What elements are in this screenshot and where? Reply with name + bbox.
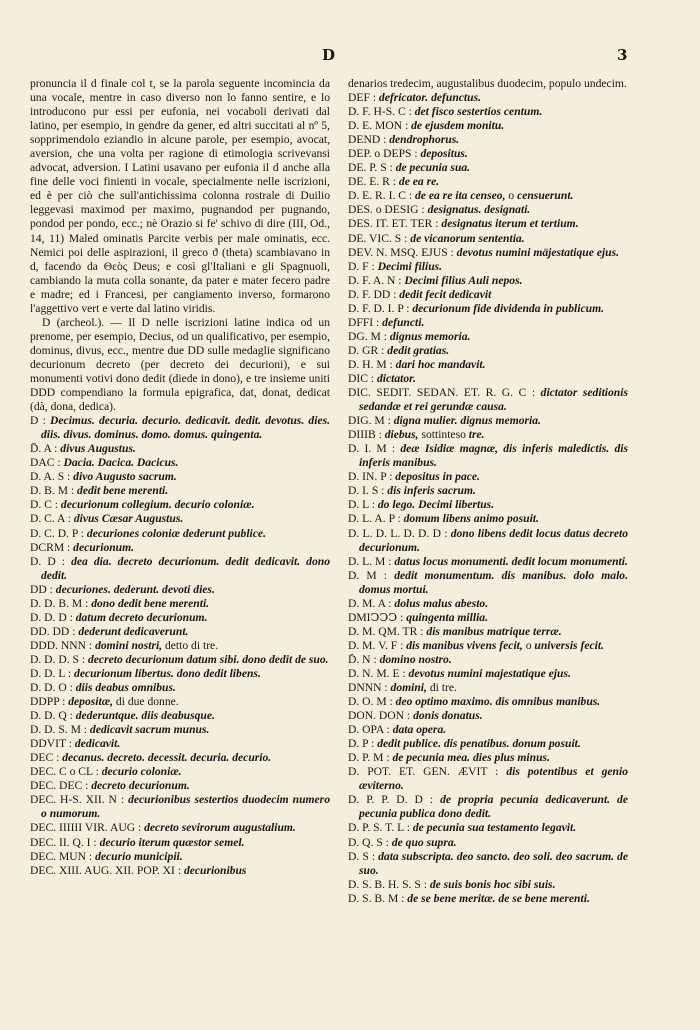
abbreviation-entry — [348, 723, 628, 737]
entry-abbreviation: D. F. DD : — [348, 287, 400, 301]
abbreviation-entry — [348, 260, 628, 274]
archeol-paragraph: D (archeol.). — Il D nelle iscrizioni latine indica od un prenome, per esempio, Decius, od un qualificativo, per esempio, dominus, divus, ecc., mentre due DD sulle medaglie significano decurionum decreto (per decreto dei decurioni), e sui monumenti votivi dono dedit (diede in dono), e tre insieme uniti DDD compendiano la formula epigrafica, dat, donat, dedicat (dà, dona, dedica). — [30, 315, 330, 414]
abbreviation-entry — [30, 611, 330, 625]
abbreviation-entry — [348, 442, 628, 470]
entry-abbreviation: D. I. S : — [348, 484, 388, 498]
entry-expansion: decreto decurionum datum sibi. dono dedit de suo. — [87, 652, 329, 666]
abbreviation-entry — [30, 695, 330, 709]
entry-abbreviation: D. N. M. E : — [348, 666, 409, 680]
entry-abbreviation: DIG. M : — [348, 414, 394, 428]
abbreviation-entry — [348, 288, 628, 302]
abbreviation-entry — [348, 611, 628, 625]
entry-abbreviation: DIC. SEDIT. SEDAN. ET. R. G. C : — [348, 386, 541, 400]
entry-abbreviation: DES. IT. ET. TER : — [348, 217, 442, 231]
abbreviation-entry — [30, 512, 330, 526]
abbreviation-entry — [30, 639, 330, 653]
abbreviation-entry — [30, 737, 330, 751]
entry-expansion: devotus numini majestatique ejus. — [408, 666, 571, 680]
abbreviation-entry — [348, 695, 628, 709]
entry-abbreviation: DEC. DEC : — [30, 779, 92, 793]
entry-abbreviation: D. C : — [30, 498, 61, 512]
entry-expansion: designatus. designati. — [427, 203, 531, 217]
entry-expansion: Decimus. decuria. decurio. dedicavit. dedit. devotus. dies. diis. divus. dominus. domo. domus. quingenta. — [41, 414, 331, 442]
abbreviation-entry — [348, 653, 628, 667]
abbreviation-entry — [348, 821, 628, 835]
entry-expansion: divo Augusto sacrum. — [73, 470, 177, 484]
entry-expansion: donis donatus. — [413, 709, 483, 723]
entry-abbreviation: D. IN. P : — [348, 470, 396, 484]
entry-abbreviation: D. F : — [348, 259, 378, 273]
entry-abbreviation: D. P : — [348, 737, 378, 751]
abbreviation-entry — [348, 765, 628, 793]
entry-abbreviation: DEP. o DEPS : — [348, 147, 421, 161]
entry-abbreviation: DE. E. R : — [348, 175, 399, 189]
entry-expansion: decurionum. — [73, 540, 135, 554]
right-column — [348, 77, 628, 906]
entry-abbreviation: D. E. MON : — [348, 119, 412, 133]
abbreviation-entry — [30, 597, 330, 611]
entry-abbreviation: D. L. A. P : — [348, 512, 404, 526]
right-entry-list — [348, 91, 628, 906]
entry-expansion: de quo supra. — [391, 835, 457, 849]
entry-abbreviation: D. OPA : — [348, 723, 393, 737]
abbreviation-entry — [30, 751, 330, 765]
entry-expansion: de vicanorum sententia. — [410, 231, 525, 245]
entry-abbreviation: DD : — [30, 582, 56, 596]
entry-expansion: decurionum fide dividenda in publicum. — [412, 301, 604, 315]
entry-expansion: dis manibus matrique terræ. — [426, 624, 562, 638]
entry-expansion: depositus. — [420, 147, 468, 161]
abbreviation-entry — [348, 737, 628, 751]
entry-expansion: universis fecit. — [534, 638, 604, 652]
entry-expansion: divus Cæsar Augustus. — [73, 512, 184, 526]
abbreviation-entry — [348, 302, 628, 316]
entry-abbreviation: DDD. NNN : — [30, 638, 96, 652]
entry-abbreviation: DNNN : — [348, 681, 391, 695]
entry-abbreviation: D. M. V. F : — [348, 638, 407, 652]
entry-expansion: dedit fecit dedicavit — [399, 287, 492, 301]
entry-abbreviation: D. P. M : — [348, 751, 393, 765]
abbreviation-entry — [30, 625, 330, 639]
entry-expansion: dolus malus abesto. — [394, 596, 489, 610]
entry-expansion: dono libens dedit locus datus decreto decurionum. — [359, 526, 628, 554]
abbreviation-entry — [348, 625, 628, 639]
entry-abbreviation: DEND : — [348, 133, 390, 147]
abbreviation-entry — [30, 470, 330, 484]
entry-abbreviation: D. S. B. M : — [348, 891, 408, 905]
entry-abbreviation: DFFI : — [348, 315, 383, 329]
entry-expansion: domini, — [390, 681, 427, 695]
entry-abbreviation: D. D. Q : — [30, 709, 76, 723]
entry-note: o — [522, 638, 535, 652]
entry-abbreviation: D̄. A : — [30, 442, 61, 456]
entry-expansion: de pecunia sua. — [395, 161, 471, 175]
entry-expansion: de propria pecunia dedicaverunt. de pecunia publica dono dedit. — [359, 793, 628, 821]
entry-abbreviation: DDVIT : — [30, 737, 75, 751]
entry-abbreviation: D. D. D : — [30, 610, 76, 624]
entry-expansion: dedicavit. — [74, 737, 121, 751]
entry-abbreviation: D. L : — [348, 498, 378, 512]
abbreviation-entry — [30, 709, 330, 723]
entry-expansion: de pecunia mea. dies plus minus. — [392, 751, 550, 765]
entry-abbreviation: D. F. A. N : — [348, 273, 405, 287]
left-column — [30, 77, 330, 878]
abbreviation-entry — [30, 583, 330, 597]
entry-expansion: dono dedit bene merenti. — [91, 596, 210, 610]
entry-abbreviation: D. D. L : — [30, 666, 75, 680]
entry-abbreviation: DDPP : — [30, 695, 69, 709]
entry-abbreviation: DG. M : — [348, 329, 390, 343]
entry-abbreviation: D. S : — [348, 849, 379, 863]
entry-abbreviation: D. P. P. D. D : — [348, 793, 441, 807]
entry-expansion: diis deabus omnibus. — [75, 681, 176, 695]
abbreviation-entry — [348, 105, 628, 119]
entry-expansion: depositus in pace. — [395, 470, 480, 484]
entry-expansion: de se bene meritæ. de se bene merenti. — [407, 891, 590, 905]
entry-expansion: dederunt dedicaverunt. — [78, 624, 189, 638]
page-letter: D — [322, 46, 336, 64]
entry-expansion: de ea re. — [398, 175, 440, 189]
entry-abbreviation: D. F. D. I. P : — [348, 301, 413, 315]
entry-abbreviation: D. D. S. M : — [30, 723, 90, 737]
entry-expansion: de ea re ita censeo, — [415, 189, 506, 203]
abbreviation-entry — [348, 203, 628, 217]
entry-abbreviation: D. E. R. I. C : — [348, 189, 415, 203]
entry-expansion: de ejusdem monitu. — [411, 119, 505, 133]
entry-expansion: Decimi filius Auli nepos. — [404, 273, 523, 287]
abbreviation-entry — [348, 330, 628, 344]
entry-expansion: dis inferis sacrum. — [387, 484, 476, 498]
entry-abbreviation: DCRM : — [30, 540, 74, 554]
abbreviation-entry — [348, 246, 628, 260]
abbreviation-entry — [348, 428, 628, 442]
entry-expansion: domino nostro. — [379, 652, 452, 666]
abbreviation-entry — [30, 850, 330, 864]
entry-expansion: dictator seditionis sedandæ et rei gerundæ causa. — [359, 386, 628, 414]
entry-expansion: dictator. — [376, 371, 416, 385]
entry-expansion: designatus iterum et tertium. — [441, 217, 579, 231]
abbreviation-entry — [30, 527, 330, 541]
abbreviation-entry — [30, 442, 330, 456]
abbreviation-entry — [348, 358, 628, 372]
abbreviation-entry — [30, 653, 330, 667]
entry-expansion: decanus. decreto. decessit. decuria. decurio. — [62, 751, 272, 765]
entry-abbreviation: DON. DON : — [348, 709, 414, 723]
entry-abbreviation: D. O. M : — [348, 695, 396, 709]
entry-expansion: dea dia. decreto decurionum. dedit dedicavit. dono dedit. — [41, 554, 330, 582]
abbreviation-entry — [30, 498, 330, 512]
abbreviation-entry — [30, 765, 330, 779]
continuation-paragraph: denarios tredecim, augustalibus duodecim, populo undecim. — [348, 77, 627, 90]
entry-abbreviation: D : — [30, 414, 51, 428]
entry-abbreviation: D. C. D. P : — [30, 526, 87, 540]
abbreviation-entry — [348, 555, 628, 569]
entry-expansion: digna mulier. dignus memoria. — [393, 414, 541, 428]
abbreviation-entry — [348, 527, 628, 555]
abbreviation-entry — [348, 751, 628, 765]
entry-abbreviation: D. Q. S : — [348, 835, 392, 849]
entry-expansion: dignus memoria. — [389, 329, 471, 343]
entry-abbreviation: D. D. D. S : — [30, 652, 88, 666]
entry-expansion: dis potentibus et genio æviterno. — [359, 765, 628, 793]
entry-expansion: depositæ, — [68, 695, 113, 709]
entry-expansion: decreto decurionum. — [91, 779, 190, 793]
entry-abbreviation: DEC. II. Q. I : — [30, 835, 100, 849]
entry-expansion: Dacia. Dacica. Dacicus. — [63, 456, 179, 470]
abbreviation-entry — [348, 189, 628, 203]
entry-abbreviation: D. I. M : — [348, 442, 401, 456]
entry-expansion: tre. — [468, 428, 485, 442]
entry-expansion: dendrophorus. — [389, 133, 460, 147]
entry-abbreviation: D. L. M : — [348, 554, 395, 568]
entry-abbreviation: D. B. M : — [30, 484, 78, 498]
entry-expansion: quingenta millia. — [406, 610, 489, 624]
abbreviation-entry — [348, 91, 628, 105]
abbreviation-entry — [348, 569, 628, 597]
entry-abbreviation: DEC : — [30, 751, 63, 765]
abbreviation-entry — [30, 836, 330, 850]
entry-abbreviation: DEC. IIIIII VIR. AUG : — [30, 821, 145, 835]
abbreviation-entry — [30, 793, 330, 821]
entry-abbreviation: DEC. C o CL : — [30, 765, 102, 779]
abbreviation-entry — [348, 878, 628, 892]
entry-expansion: dedicavit sacrum munus. — [89, 723, 210, 737]
entry-expansion: dedit bene merenti. — [77, 484, 169, 498]
entry-abbreviation: D. POT. ET. GEN. ÆVIT : — [348, 765, 507, 779]
entry-expansion: diebus, — [384, 428, 419, 442]
abbreviation-entry — [348, 681, 628, 695]
entry-abbreviation: D. D. B. M : — [30, 596, 92, 610]
abbreviation-entry — [348, 484, 628, 498]
entry-abbreviation: D. D : — [30, 554, 72, 568]
abbreviation-entry — [348, 470, 628, 484]
intro-paragraph: pronuncia il d finale col t, se la parola seguente incomincia da una vocale, mentre in caso diverso non lo fanno sentire, e lo introducono pur essi per eufonia, nei vocaboli derivati dal latino, per esempio, in gendre da gener, ed altri succitati al nº 5, sopprimendolo eziandio in alcune parole, per esempio, avocat, aversion, che una volta per ragione di etimologia scrivevansi advocat, adversion. I Latini usavano per eufonia il d anche alla fine delle voci finienti in vocale, specialmente nelle iscrizioni, ed è per ciò che sull'antichissima colonna rostrale di Duilio leggevasi maximod per maximo, pugnandod per pugnando, pondod per pondo, ecc.; nè Orazio si fe' schivo di dire (III, Od., 14, 11) Maled ominatis Parcite verbis per male ominatis, ecc. Nemici poi delle aspirazioni, il greco ϑ (theta) scambiavano in d, facendo da Θεὸς Deus; e così gl'Italiani e gli Spagnuoli, cambiando la muta colla sonante, da pater e mater fecero padre e madre; ed i Francesi, per cangiamento inverso, formarono l'aggettivo vert e verte dal latino viridis. — [30, 77, 330, 315]
entry-abbreviation: D. F. H-S. C : — [348, 105, 415, 119]
abbreviation-entry — [348, 850, 628, 878]
entry-expansion: defuncti. — [382, 315, 425, 329]
entry-expansion: decurio municipii. — [95, 849, 183, 863]
abbreviation-entry — [30, 864, 330, 878]
abbreviation-entry — [348, 316, 628, 330]
entry-expansion: Decimi filius. — [377, 259, 443, 273]
entry-abbreviation: DEF : — [348, 91, 379, 105]
entry-expansion: de suis bonis hoc sibi suis. — [429, 877, 556, 891]
entry-expansion: decurionum libertus. dono dedit libens. — [74, 666, 261, 680]
abbreviation-entry — [348, 793, 628, 821]
entry-abbreviation: DD. DD : — [30, 624, 79, 638]
entry-note: di due donne. — [113, 695, 179, 709]
entry-expansion: de pecunia sua testamento legavit. — [412, 821, 577, 835]
entry-abbreviation: DEV. N. MSQ. EJUS : — [348, 245, 457, 259]
entry-abbreviation: D. C. A : — [30, 512, 74, 526]
abbreviation-entry — [30, 821, 330, 835]
entry-expansion: datus locus monumenti. dedit locum monumenti. — [394, 554, 628, 568]
entry-expansion: dedit publice. dis penatibus. donum posuit. — [377, 737, 581, 751]
abbreviation-entry — [30, 456, 330, 470]
abbreviation-entry — [30, 667, 330, 681]
abbreviation-entry — [348, 217, 628, 231]
abbreviation-entry — [348, 836, 628, 850]
entry-expansion: censuerunt. — [517, 189, 574, 203]
entry-expansion: data opera. — [392, 723, 447, 737]
entry-abbreviation: DE. VIC. S : — [348, 231, 411, 245]
page-number: 3 — [617, 46, 628, 64]
entry-abbreviation: D. M. A : — [348, 596, 395, 610]
entry-expansion: datum decreto decurionum. — [75, 610, 208, 624]
entry-abbreviation: D. M : — [348, 568, 395, 582]
abbreviation-entry — [348, 386, 628, 414]
entry-abbreviation: DMIↃↃↃ : — [348, 610, 407, 624]
entry-abbreviation: D̄. N : — [348, 652, 380, 666]
abbreviation-entry — [30, 414, 330, 442]
entry-note: detto di tre. — [162, 638, 219, 652]
entry-note: o — [505, 189, 518, 203]
entry-abbreviation: D. S. B. H. S. S : — [348, 877, 430, 891]
abbreviation-entry — [348, 232, 628, 246]
abbreviation-entry — [30, 779, 330, 793]
abbreviation-entry — [348, 147, 628, 161]
abbreviation-entry — [348, 344, 628, 358]
entry-abbreviation: D. L. D. L. D. D. D : — [348, 526, 451, 540]
entry-expansion: decuriones coloniæ dederunt publice. — [86, 526, 266, 540]
entry-abbreviation: DEC. XIII. AUG. XII. POP. XI : — [30, 863, 184, 877]
abbreviation-entry — [348, 892, 628, 906]
abbreviation-entry — [348, 372, 628, 386]
entry-abbreviation: DIIIB : — [348, 428, 385, 442]
entry-note: di tre. — [426, 681, 457, 695]
abbreviation-entry — [348, 175, 628, 189]
entry-abbreviation: D. M. QM. TR : — [348, 624, 427, 638]
entry-expansion: decurionibus sestertios duodecim numero o numorum. — [41, 793, 330, 821]
abbreviation-entry — [30, 723, 330, 737]
entry-abbreviation: DAC : — [30, 456, 64, 470]
entry-expansion: decurio iterum quæstor semel. — [99, 835, 245, 849]
abbreviation-entry — [30, 681, 330, 695]
abbreviation-entry — [348, 639, 628, 653]
entry-abbreviation: DES. o DESIG : — [348, 203, 428, 217]
abbreviation-entry — [348, 498, 628, 512]
entry-expansion: dederuntque. diis deabusque. — [75, 709, 215, 723]
abbreviation-entry — [348, 709, 628, 723]
abbreviation-entry — [348, 667, 628, 681]
entry-abbreviation: DIC : — [348, 371, 377, 385]
abbreviation-entry — [30, 541, 330, 555]
entry-expansion: devotus numini mäjestatique ejus. — [456, 245, 620, 259]
entry-expansion: deæ Isidiæ magnæ, dis inferis maledictis. dis inferis manibus. — [359, 442, 629, 470]
entry-abbreviation: D. D. O : — [30, 681, 76, 695]
entry-expansion: do lego. Decimi libertus. — [377, 498, 495, 512]
entry-expansion: dedit monumentum. dis manibus. dolo malo. domus mortui. — [359, 568, 629, 596]
entry-abbreviation: D. GR : — [348, 343, 388, 357]
left-entry-list — [30, 414, 330, 878]
entry-abbreviation: D. H. M : — [348, 357, 396, 371]
page-header — [0, 0, 700, 70]
entry-expansion: decuriones. dederunt. devoti dies. — [55, 582, 215, 596]
entry-abbreviation: DEC. H-S. XII. N : — [30, 793, 129, 807]
entry-expansion: decurionum collegium. decurio coloniæ. — [60, 498, 255, 512]
abbreviation-entry — [348, 414, 628, 428]
abbreviation-entry — [348, 161, 628, 175]
entry-expansion: domini nostri, — [95, 638, 163, 652]
entry-expansion: domum libens animo posuit. — [403, 512, 539, 526]
entry-abbreviation: DE. P. S : — [348, 161, 396, 175]
entry-expansion: dis manibus vivens fecit, — [406, 638, 523, 652]
abbreviation-entry — [30, 555, 330, 583]
entry-expansion: dedit gratias. — [387, 343, 450, 357]
entry-expansion: defricator. defunctus. — [378, 91, 482, 105]
entry-abbreviation: D. A. S : — [30, 470, 74, 484]
abbreviation-entry — [348, 274, 628, 288]
entry-expansion: decreto sevirorum augustalium. — [144, 821, 296, 835]
abbreviation-entry — [348, 512, 628, 526]
entry-abbreviation: DEC. MUN : — [30, 849, 96, 863]
abbreviation-entry — [348, 119, 628, 133]
entry-expansion: divus Augustus. — [60, 442, 136, 456]
entry-expansion: det fisco sestertios centum. — [414, 105, 543, 119]
entry-expansion: deo optimo maximo. dis omnibus manibus. — [395, 695, 601, 709]
abbreviation-entry — [348, 133, 628, 147]
entry-note: sottinteso — [418, 428, 469, 442]
abbreviation-entry — [348, 597, 628, 611]
entry-abbreviation: D. P. S. T. L : — [348, 821, 413, 835]
entry-expansion: dari hoc mandavit. — [395, 357, 486, 371]
abbreviation-entry — [30, 484, 330, 498]
entry-expansion: decurio coloniæ. — [101, 765, 182, 779]
entry-expansion: decurionibus — [183, 863, 247, 877]
entry-expansion: data subscripta. deo sancto. deo soli. deo sacrum. de suo. — [359, 849, 628, 877]
